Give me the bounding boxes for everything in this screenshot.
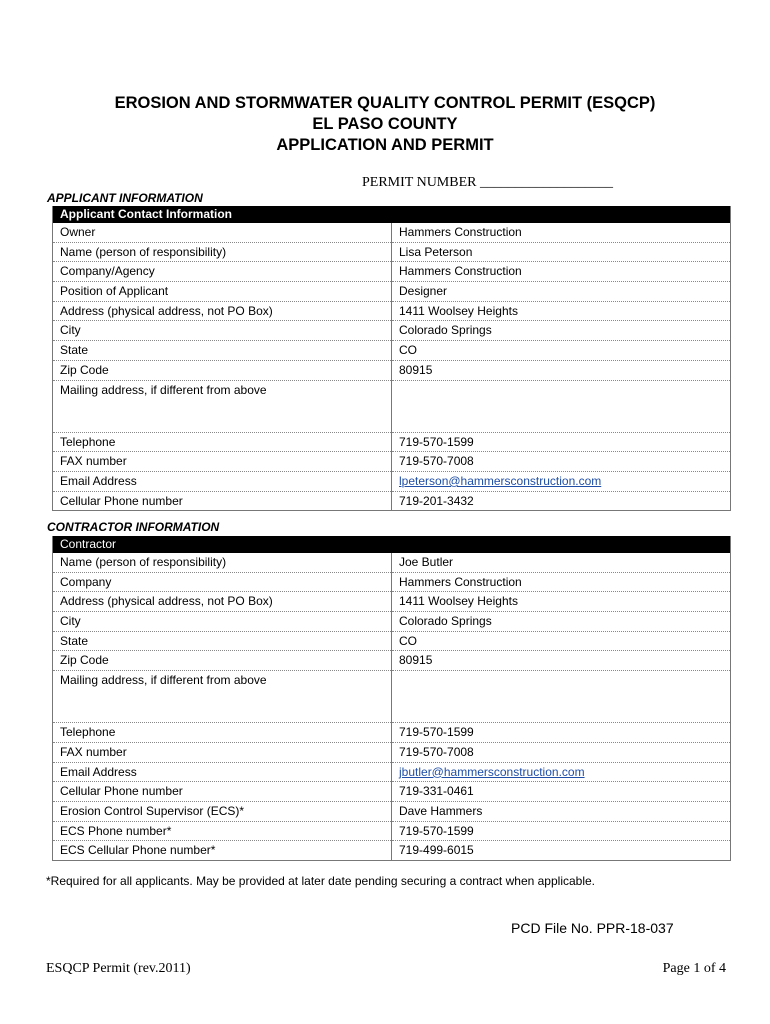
contractor-section-title: CONTRACTOR INFORMATION [47,520,220,534]
table-row: State CO [53,341,731,361]
pcd-file-number: PCD File No. PPR-18-037 [511,920,674,936]
table-row: Email Address lpeterson@hammersconstruction.com [53,471,731,491]
table-row: Mailing address, if different from above [53,380,731,432]
applicant-section-title: APPLICANT INFORMATION [47,191,203,205]
table-row: Position of Applicant Designer [53,282,731,302]
table-row: Telephone 719-570-1599 [53,723,731,743]
table-row: Company/Agency Hammers Construction [53,262,731,282]
footer-form-revision: ESQCP Permit (rev.2011) [46,961,191,976]
table-row: ECS Cellular Phone number* 719-499-6015 [53,841,731,861]
table-row: Name (person of responsibility) Lisa Peterson [53,242,731,262]
table-row: Cellular Phone number 719-201-3432 [53,491,731,511]
table-row: Name (person of responsibility) Joe Butler [53,553,731,572]
table-row: FAX number 719-570-7008 [53,452,731,472]
table-row: Telephone 719-570-1599 [53,432,731,452]
table-row: City Colorado Springs [53,612,731,632]
document-title: EROSION AND STORMWATER QUALITY CONTROL PERMIT (ESQCP) [114,94,656,112]
table-row: Owner Hammers Construction [53,223,731,242]
county-title: EL PASO COUNTY [312,115,458,133]
table-row: Address (physical address, not PO Box) 1411 Woolsey Heights [53,301,731,321]
application-title: APPLICATION AND PERMIT [276,136,494,154]
permit-number-field: PERMIT NUMBER ___________________ [362,175,613,190]
table-row: State CO [53,631,731,651]
table-row: Cellular Phone number 719-331-0461 [53,782,731,802]
table-row: Email Address jbutler@hammersconstruction.com [53,762,731,782]
contractor-table-header: Contractor [53,536,731,553]
required-note: *Required for all applicants. May be provided at later date pending securing a contract when applicable. [46,874,595,888]
table-row: Company Hammers Construction [53,572,731,592]
table-row: ECS Phone number* 719-570-1599 [53,821,731,841]
table-row: Mailing address, if different from above [53,671,731,723]
table-row: FAX number 719-570-7008 [53,742,731,762]
footer-page-number: Page 1 of 4 [662,961,726,976]
contractor-table [52,536,731,861]
applicant-table [52,206,731,511]
table-row: Erosion Control Supervisor (ECS)* Dave Hammers [53,801,731,821]
contractor-email-link[interactable]: jbutler@hammersconstruction.com [399,764,585,779]
applicant-table-header: Applicant Contact Information [53,206,731,223]
table-row: Zip Code 80915 [53,360,731,380]
table-row: Zip Code 80915 [53,651,731,671]
applicant-email-link[interactable]: lpeterson@hammersconstruction.com [399,473,602,488]
table-row: Address (physical address, not PO Box) 1411 Woolsey Heights [53,592,731,612]
table-row: City Colorado Springs [53,321,731,341]
